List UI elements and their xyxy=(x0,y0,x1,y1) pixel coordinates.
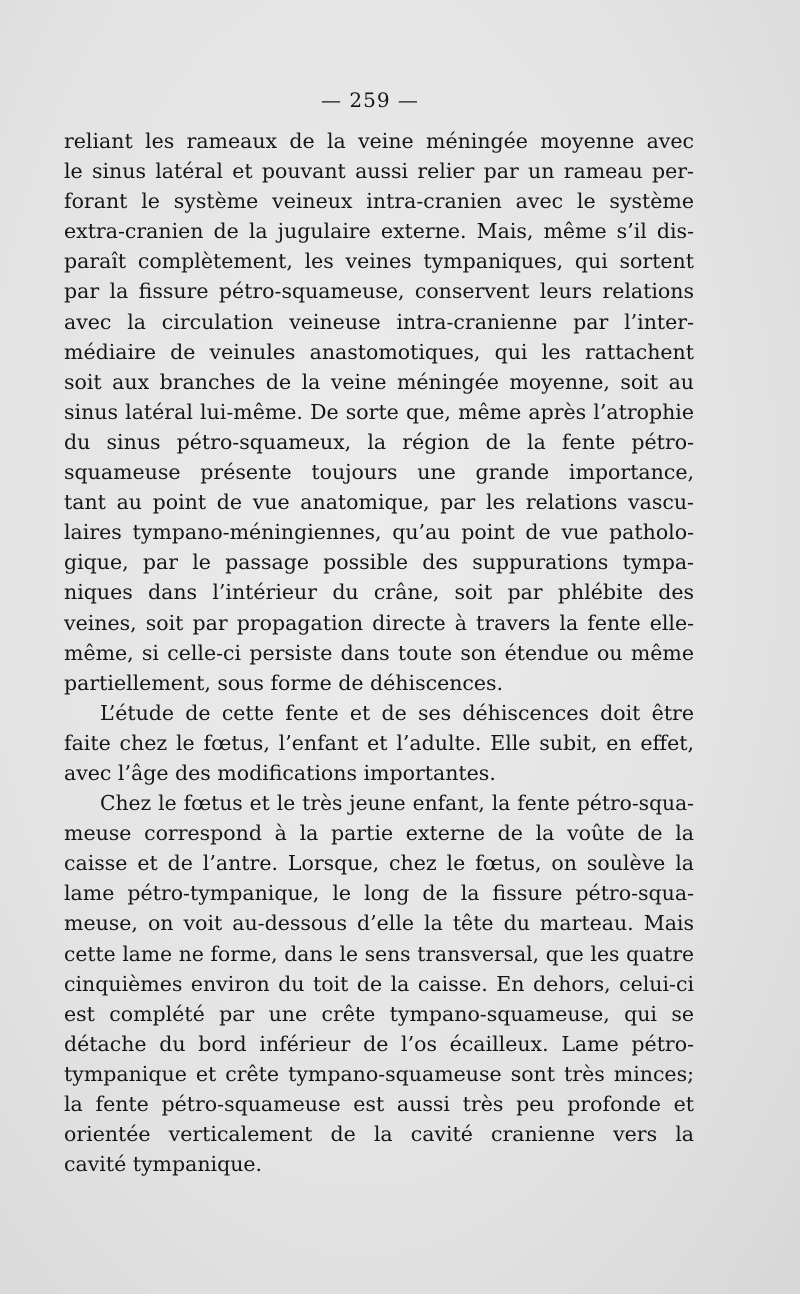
text-line: la fente pétro-squameuse est aussi très peu profonde et xyxy=(64,1092,694,1116)
text-line: faite chez le fœtus, l’enfant et l’adulte. Elle subit, en effet, xyxy=(64,730,694,755)
text-line: caisse et de l’antre. Lorsque, chez le fœtus, on soulève la xyxy=(64,851,694,876)
text-line: reliant les rameaux de la veine méningée moyenne avec xyxy=(64,129,694,153)
text-line: laires tympano-méningiennes, qu’au point de vue patholo- xyxy=(64,520,694,545)
text-line: meuse correspond à la partie externe de la voûte de la xyxy=(64,821,694,846)
page-number: — 259 — xyxy=(321,88,419,112)
text-line: médiaire de veinules anastomotiques, qui les rattachent xyxy=(64,339,694,364)
text-line: extra-cranien de la jugulaire externe. Mais, même s’il dis- xyxy=(64,219,694,244)
text-line: même, si celle-ci persiste dans toute son étendue ou même xyxy=(64,640,694,665)
text-line: Chez le fœtus et le très jeune enfant, la fente pétro-squa- xyxy=(100,791,694,816)
text-line: gique, par le passage possible des suppurations tympa- xyxy=(64,550,694,575)
text-line: niques dans l’intérieur du crâne, soit par phlébite des xyxy=(64,580,694,605)
text-line: squameuse présente toujours une grande importance, xyxy=(64,460,694,485)
text-line: cinquièmes environ du toit de la caisse. En dehors, celui-ci xyxy=(64,971,694,996)
text-line: orientée verticalement de la cavité cranienne vers la xyxy=(64,1122,694,1147)
text-line: détache du bord inférieur de l’os écailleux. Lame pétro- xyxy=(64,1031,694,1056)
text-line: paraît complètement, les veines tympaniques, qui sortent xyxy=(64,249,694,274)
text-line: du sinus pétro-squameux, la région de la fente pétro- xyxy=(64,429,694,454)
text-line: cette lame ne forme, dans le sens transversal, que les quatre xyxy=(64,941,694,966)
text-line: avec la circulation veineuse intra-cranienne par l’inter- xyxy=(64,309,694,334)
text-line: cavité tympanique. xyxy=(64,1152,263,1177)
text-line: lame pétro-tympanique, le long de la fissure pétro-squa- xyxy=(64,881,694,906)
text-line: L’étude de cette fente et de ses déhiscences doit être xyxy=(100,700,694,725)
text-line: le sinus latéral et pouvant aussi relier par un rameau per- xyxy=(64,159,694,184)
text-line: meuse, on voit au-dessous d’elle la tête du marteau. Mais xyxy=(64,911,694,936)
text-line: tympanique et crête tympano-squameuse sont très minces; xyxy=(64,1061,694,1086)
text-line: avec l’âge des modifications importantes. xyxy=(64,760,496,785)
text-line: forant le système veineux intra-cranien avec le système xyxy=(64,189,694,214)
text-line: veines, soit par propagation directe à travers la fente elle- xyxy=(64,610,694,635)
text-line: par la fissure pétro-squameuse, conservent leurs relations xyxy=(64,279,694,304)
body-text xyxy=(64,126,694,1179)
text-line: soit aux branches de la veine méningée moyenne, soit au xyxy=(64,369,694,394)
text-line: partiellement, sous forme de déhiscences. xyxy=(64,670,504,695)
text-line: est complété par une crête tympano-squameuse, qui se xyxy=(64,1001,694,1026)
text-line: sinus latéral lui-même. De sorte que, même après l’atrophie xyxy=(64,399,694,424)
text-line: tant au point de vue anatomique, par les relations vascu- xyxy=(64,490,694,515)
